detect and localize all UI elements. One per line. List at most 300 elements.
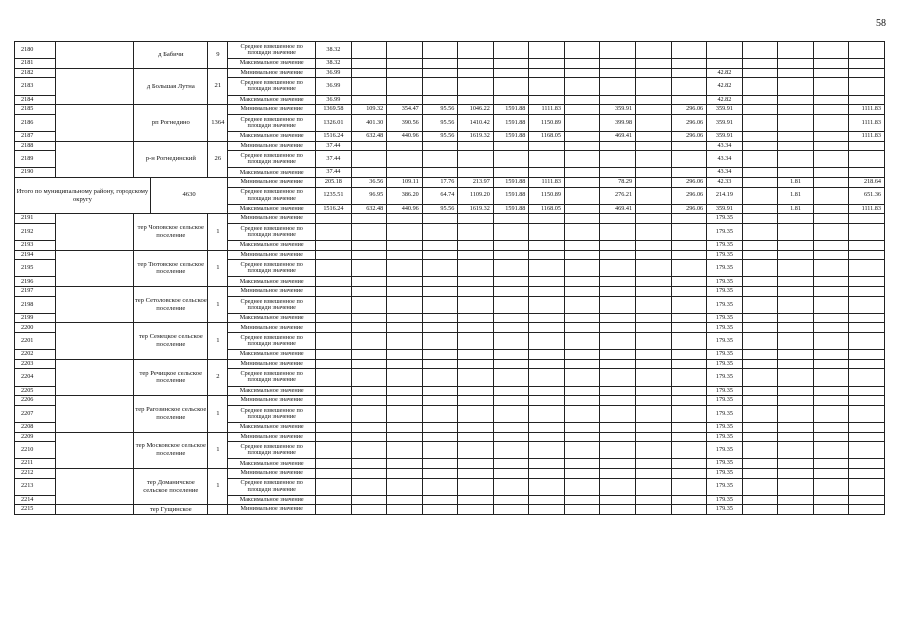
value-cell xyxy=(636,323,672,333)
value-cell xyxy=(849,287,885,297)
value-cell xyxy=(849,495,885,505)
value-cell xyxy=(316,432,352,442)
group-place: тер Рагозинское сельское поселение xyxy=(134,396,208,432)
value-cell xyxy=(564,177,600,187)
value-cell xyxy=(493,241,529,251)
value-cell xyxy=(316,386,352,396)
value-cell xyxy=(742,369,778,386)
value-cell xyxy=(564,478,600,495)
value-cell: 43.34 xyxy=(707,141,743,151)
value-cell xyxy=(636,359,672,369)
value-type: Среднее взвешенное по площади значение xyxy=(228,78,316,95)
row-number: 2192 xyxy=(15,223,56,240)
value-cell xyxy=(600,260,636,277)
value-cell xyxy=(849,313,885,323)
value-type: Минимальное значение xyxy=(228,250,316,260)
value-cell xyxy=(778,296,814,313)
value-cell xyxy=(493,505,529,515)
value-cell xyxy=(742,141,778,151)
value-cell xyxy=(529,287,565,297)
value-cell xyxy=(636,95,672,105)
value-cell xyxy=(387,95,423,105)
value-cell: 64.74 xyxy=(422,187,458,204)
value-cell xyxy=(422,277,458,287)
value-cell: 359.91 xyxy=(707,131,743,141)
value-cell xyxy=(458,59,494,69)
value-cell xyxy=(778,505,814,515)
value-cell xyxy=(671,359,707,369)
value-cell xyxy=(742,459,778,469)
value-cell xyxy=(564,422,600,432)
value-cell: 179.35 xyxy=(707,505,743,515)
group-population: 1 xyxy=(208,396,228,432)
value-type: Максимальное значение xyxy=(228,59,316,69)
value-cell: 1111.83 xyxy=(849,204,885,214)
value-cell xyxy=(529,459,565,469)
data-table xyxy=(14,41,885,515)
value-cell xyxy=(422,59,458,69)
value-cell xyxy=(813,250,849,260)
group-population: 9 xyxy=(208,42,228,69)
value-cell xyxy=(493,323,529,333)
row-number: 2212 xyxy=(15,468,56,478)
value-cell xyxy=(813,214,849,224)
value-cell xyxy=(742,405,778,422)
value-cell xyxy=(458,359,494,369)
value-cell xyxy=(458,168,494,178)
value-cell xyxy=(564,313,600,323)
value-cell xyxy=(671,250,707,260)
value-cell xyxy=(778,141,814,151)
value-cell xyxy=(458,78,494,95)
value-cell xyxy=(849,422,885,432)
value-cell xyxy=(529,432,565,442)
value-cell xyxy=(636,151,672,168)
value-cell: 469.41 xyxy=(600,131,636,141)
value-cell xyxy=(849,168,885,178)
value-cell xyxy=(778,241,814,251)
value-cell xyxy=(778,459,814,469)
value-cell xyxy=(671,42,707,59)
value-cell: 213.97 xyxy=(458,177,494,187)
value-cell: 38.32 xyxy=(316,42,352,59)
value-cell xyxy=(636,296,672,313)
value-cell xyxy=(564,359,600,369)
value-cell xyxy=(636,177,672,187)
value-cell xyxy=(422,333,458,350)
value-cell xyxy=(493,468,529,478)
value-cell xyxy=(636,333,672,350)
value-cell xyxy=(422,296,458,313)
value-cell xyxy=(351,250,387,260)
value-cell xyxy=(778,95,814,105)
value-cell: 17.76 xyxy=(422,177,458,187)
value-type: Среднее взвешенное по площади значение xyxy=(228,333,316,350)
value-cell xyxy=(493,386,529,396)
value-cell xyxy=(387,405,423,422)
value-cell xyxy=(422,386,458,396)
value-cell xyxy=(600,296,636,313)
value-cell xyxy=(671,151,707,168)
value-cell xyxy=(529,223,565,240)
value-cell: 651.36 xyxy=(849,187,885,204)
value-type: Среднее взвешенное по площади значение xyxy=(228,369,316,386)
value-cell xyxy=(778,396,814,406)
value-cell xyxy=(671,468,707,478)
value-cell: 1619.32 xyxy=(458,204,494,214)
value-cell xyxy=(707,59,743,69)
value-cell xyxy=(813,296,849,313)
value-cell xyxy=(422,323,458,333)
value-cell xyxy=(813,432,849,442)
value-cell xyxy=(564,405,600,422)
value-cell xyxy=(600,396,636,406)
group-population: 26 xyxy=(208,141,228,177)
value-cell: 179.35 xyxy=(707,442,743,459)
value-cell xyxy=(813,105,849,115)
value-cell xyxy=(778,369,814,386)
row-number: 2196 xyxy=(15,277,56,287)
value-cell xyxy=(351,223,387,240)
value-cell xyxy=(671,323,707,333)
value-cell xyxy=(458,478,494,495)
value-cell xyxy=(742,59,778,69)
value-cell xyxy=(636,78,672,95)
value-cell xyxy=(422,478,458,495)
value-cell xyxy=(671,214,707,224)
value-cell xyxy=(849,141,885,151)
value-cell xyxy=(351,396,387,406)
value-cell xyxy=(564,323,600,333)
group-place: рп Рогнедино xyxy=(134,105,208,141)
value-cell xyxy=(813,495,849,505)
value-cell: 1591.88 xyxy=(493,114,529,131)
value-type: Минимальное значение xyxy=(228,396,316,406)
value-cell xyxy=(422,459,458,469)
value-cell xyxy=(742,105,778,115)
value-cell xyxy=(529,478,565,495)
value-cell xyxy=(529,250,565,260)
value-cell: 276.21 xyxy=(600,187,636,204)
value-cell: 296.06 xyxy=(671,187,707,204)
value-cell xyxy=(813,468,849,478)
value-type: Максимальное значение xyxy=(228,495,316,505)
value-cell xyxy=(422,42,458,59)
value-type: Среднее взвешенное по площади значение xyxy=(228,260,316,277)
value-cell xyxy=(458,505,494,515)
value-cell xyxy=(778,323,814,333)
value-cell xyxy=(422,250,458,260)
value-cell xyxy=(529,95,565,105)
value-cell xyxy=(778,214,814,224)
value-cell xyxy=(849,78,885,95)
value-cell xyxy=(600,495,636,505)
row-number: 2207 xyxy=(15,405,56,422)
value-cell: 632.48 xyxy=(351,131,387,141)
value-cell xyxy=(636,369,672,386)
value-cell xyxy=(778,105,814,115)
row-number: 2211 xyxy=(15,459,56,469)
value-cell xyxy=(351,386,387,396)
value-cell xyxy=(387,313,423,323)
value-cell xyxy=(351,168,387,178)
value-cell xyxy=(458,277,494,287)
value-cell xyxy=(671,141,707,151)
table-row xyxy=(15,68,885,78)
value-cell xyxy=(422,214,458,224)
value-cell xyxy=(671,287,707,297)
value-cell: 296.06 xyxy=(671,114,707,131)
value-cell xyxy=(493,442,529,459)
value-cell xyxy=(636,313,672,323)
value-cell: 36.56 xyxy=(351,177,387,187)
row-number: 2201 xyxy=(15,333,56,350)
table-row xyxy=(15,468,885,478)
row-number: 2183 xyxy=(15,78,56,95)
value-cell xyxy=(564,59,600,69)
value-type: Минимальное значение xyxy=(228,141,316,151)
group-population: 1 xyxy=(208,250,228,286)
value-cell xyxy=(742,114,778,131)
value-cell xyxy=(778,78,814,95)
value-cell xyxy=(564,296,600,313)
value-cell xyxy=(778,405,814,422)
value-cell xyxy=(564,141,600,151)
value-cell xyxy=(564,187,600,204)
value-cell xyxy=(564,223,600,240)
value-cell xyxy=(351,369,387,386)
value-cell xyxy=(351,260,387,277)
value-cell: 179.35 xyxy=(707,277,743,287)
group-place: тер Доманичское сельское поселение xyxy=(134,468,208,504)
spacer-cell xyxy=(55,396,133,432)
value-cell xyxy=(671,442,707,459)
spacer-cell xyxy=(55,105,133,141)
value-cell xyxy=(813,396,849,406)
value-cell xyxy=(742,333,778,350)
value-type: Минимальное значение xyxy=(228,359,316,369)
value-cell xyxy=(316,350,352,360)
value-type: Среднее взвешенное по площади значение xyxy=(228,442,316,459)
value-cell xyxy=(671,223,707,240)
value-cell xyxy=(387,59,423,69)
value-cell xyxy=(351,459,387,469)
value-cell xyxy=(636,442,672,459)
value-cell xyxy=(458,495,494,505)
value-cell xyxy=(671,405,707,422)
value-cell xyxy=(351,495,387,505)
row-number: 2184 xyxy=(15,95,56,105)
value-cell xyxy=(636,105,672,115)
group-population: 1364 xyxy=(208,105,228,141)
value-cell xyxy=(458,369,494,386)
value-type: Максимальное значение xyxy=(228,422,316,432)
value-cell xyxy=(316,260,352,277)
value-cell xyxy=(636,168,672,178)
value-cell xyxy=(600,313,636,323)
value-cell xyxy=(636,214,672,224)
value-cell xyxy=(778,223,814,240)
value-cell: 359.91 xyxy=(707,114,743,131)
value-cell: 1591.88 xyxy=(493,177,529,187)
value-cell xyxy=(458,432,494,442)
value-cell: 401.30 xyxy=(351,114,387,131)
value-cell xyxy=(636,422,672,432)
value-cell xyxy=(742,505,778,515)
value-cell xyxy=(636,277,672,287)
value-cell: 179.35 xyxy=(707,241,743,251)
value-cell xyxy=(351,333,387,350)
value-cell xyxy=(316,333,352,350)
value-cell xyxy=(742,442,778,459)
value-type: Среднее взвешенное по площади значение xyxy=(228,296,316,313)
value-cell xyxy=(458,333,494,350)
value-cell xyxy=(742,478,778,495)
value-cell xyxy=(742,323,778,333)
value-cell xyxy=(600,369,636,386)
value-type: Среднее взвешенное по площади значение xyxy=(228,114,316,131)
value-cell xyxy=(387,141,423,151)
value-cell xyxy=(387,241,423,251)
row-number: 2209 xyxy=(15,432,56,442)
value-cell xyxy=(458,250,494,260)
spacer-cell xyxy=(55,505,133,515)
spacer-cell xyxy=(55,359,133,395)
value-cell xyxy=(529,68,565,78)
value-cell xyxy=(849,405,885,422)
value-cell xyxy=(351,359,387,369)
value-cell xyxy=(458,323,494,333)
value-cell: 218.64 xyxy=(849,177,885,187)
value-cell xyxy=(600,151,636,168)
value-cell xyxy=(849,432,885,442)
value-cell xyxy=(316,478,352,495)
value-cell: 1619.32 xyxy=(458,131,494,141)
value-cell xyxy=(387,323,423,333)
value-cell xyxy=(458,214,494,224)
value-cell xyxy=(387,350,423,360)
group-place: Итого по муниципальному району, городскому округу xyxy=(15,177,151,213)
page-number: 58 xyxy=(876,18,886,29)
row-number: 2208 xyxy=(15,422,56,432)
value-cell: 37.44 xyxy=(316,141,352,151)
value-cell xyxy=(493,151,529,168)
value-cell xyxy=(849,333,885,350)
value-cell xyxy=(742,151,778,168)
value-cell xyxy=(813,95,849,105)
value-cell: 109.32 xyxy=(351,105,387,115)
value-type: Максимальное значение xyxy=(228,95,316,105)
value-cell: 179.35 xyxy=(707,296,743,313)
value-cell: 296.06 xyxy=(671,177,707,187)
value-cell xyxy=(529,333,565,350)
value-cell xyxy=(564,386,600,396)
value-cell xyxy=(742,223,778,240)
group-place: д Бабичи xyxy=(134,42,208,69)
value-cell xyxy=(529,386,565,396)
value-cell xyxy=(422,442,458,459)
value-cell xyxy=(564,131,600,141)
value-cell xyxy=(493,78,529,95)
value-cell xyxy=(813,386,849,396)
value-cell: 1.81 xyxy=(778,187,814,204)
value-cell xyxy=(351,241,387,251)
value-cell: 214.19 xyxy=(707,187,743,204)
value-cell xyxy=(458,468,494,478)
value-cell xyxy=(600,250,636,260)
value-cell: 179.35 xyxy=(707,323,743,333)
value-cell xyxy=(387,277,423,287)
value-cell xyxy=(742,468,778,478)
value-cell xyxy=(351,214,387,224)
value-cell xyxy=(813,478,849,495)
value-cell xyxy=(387,478,423,495)
value-cell xyxy=(422,359,458,369)
value-cell: 359.91 xyxy=(707,105,743,115)
group-place: тер Семецкое сельское поселение xyxy=(134,323,208,359)
value-cell xyxy=(351,296,387,313)
value-cell: 1326.01 xyxy=(316,114,352,131)
value-cell xyxy=(351,95,387,105)
value-cell xyxy=(564,214,600,224)
value-cell xyxy=(387,369,423,386)
value-cell xyxy=(671,505,707,515)
value-cell xyxy=(351,468,387,478)
value-cell: 1111.83 xyxy=(529,105,565,115)
value-cell xyxy=(742,131,778,141)
value-cell xyxy=(387,495,423,505)
value-cell xyxy=(529,313,565,323)
group-place: тер Чоповское сельское поселение xyxy=(134,214,208,250)
value-cell xyxy=(778,359,814,369)
value-cell xyxy=(564,432,600,442)
value-cell xyxy=(493,432,529,442)
value-cell xyxy=(316,277,352,287)
value-cell xyxy=(529,78,565,95)
value-cell xyxy=(849,260,885,277)
value-cell xyxy=(636,260,672,277)
value-cell xyxy=(742,296,778,313)
value-type: Максимальное значение xyxy=(228,277,316,287)
value-cell: 179.35 xyxy=(707,478,743,495)
value-cell xyxy=(849,442,885,459)
value-type: Минимальное значение xyxy=(228,68,316,78)
value-cell xyxy=(671,95,707,105)
value-type: Максимальное значение xyxy=(228,168,316,178)
value-cell xyxy=(813,422,849,432)
row-number: 2213 xyxy=(15,478,56,495)
row-number: 2206 xyxy=(15,396,56,406)
value-cell xyxy=(742,177,778,187)
value-cell xyxy=(813,151,849,168)
value-cell xyxy=(600,68,636,78)
value-cell xyxy=(458,95,494,105)
value-cell xyxy=(458,68,494,78)
value-cell xyxy=(742,313,778,323)
value-cell xyxy=(493,42,529,59)
value-cell xyxy=(671,386,707,396)
value-cell xyxy=(529,277,565,287)
value-cell: 96.95 xyxy=(351,187,387,204)
value-cell xyxy=(636,131,672,141)
value-cell xyxy=(316,313,352,323)
spacer-cell xyxy=(55,214,133,250)
value-cell xyxy=(458,442,494,459)
value-cell xyxy=(636,405,672,422)
value-cell xyxy=(387,396,423,406)
group-population: 4630 xyxy=(150,177,227,213)
row-number: 2185 xyxy=(15,105,56,115)
